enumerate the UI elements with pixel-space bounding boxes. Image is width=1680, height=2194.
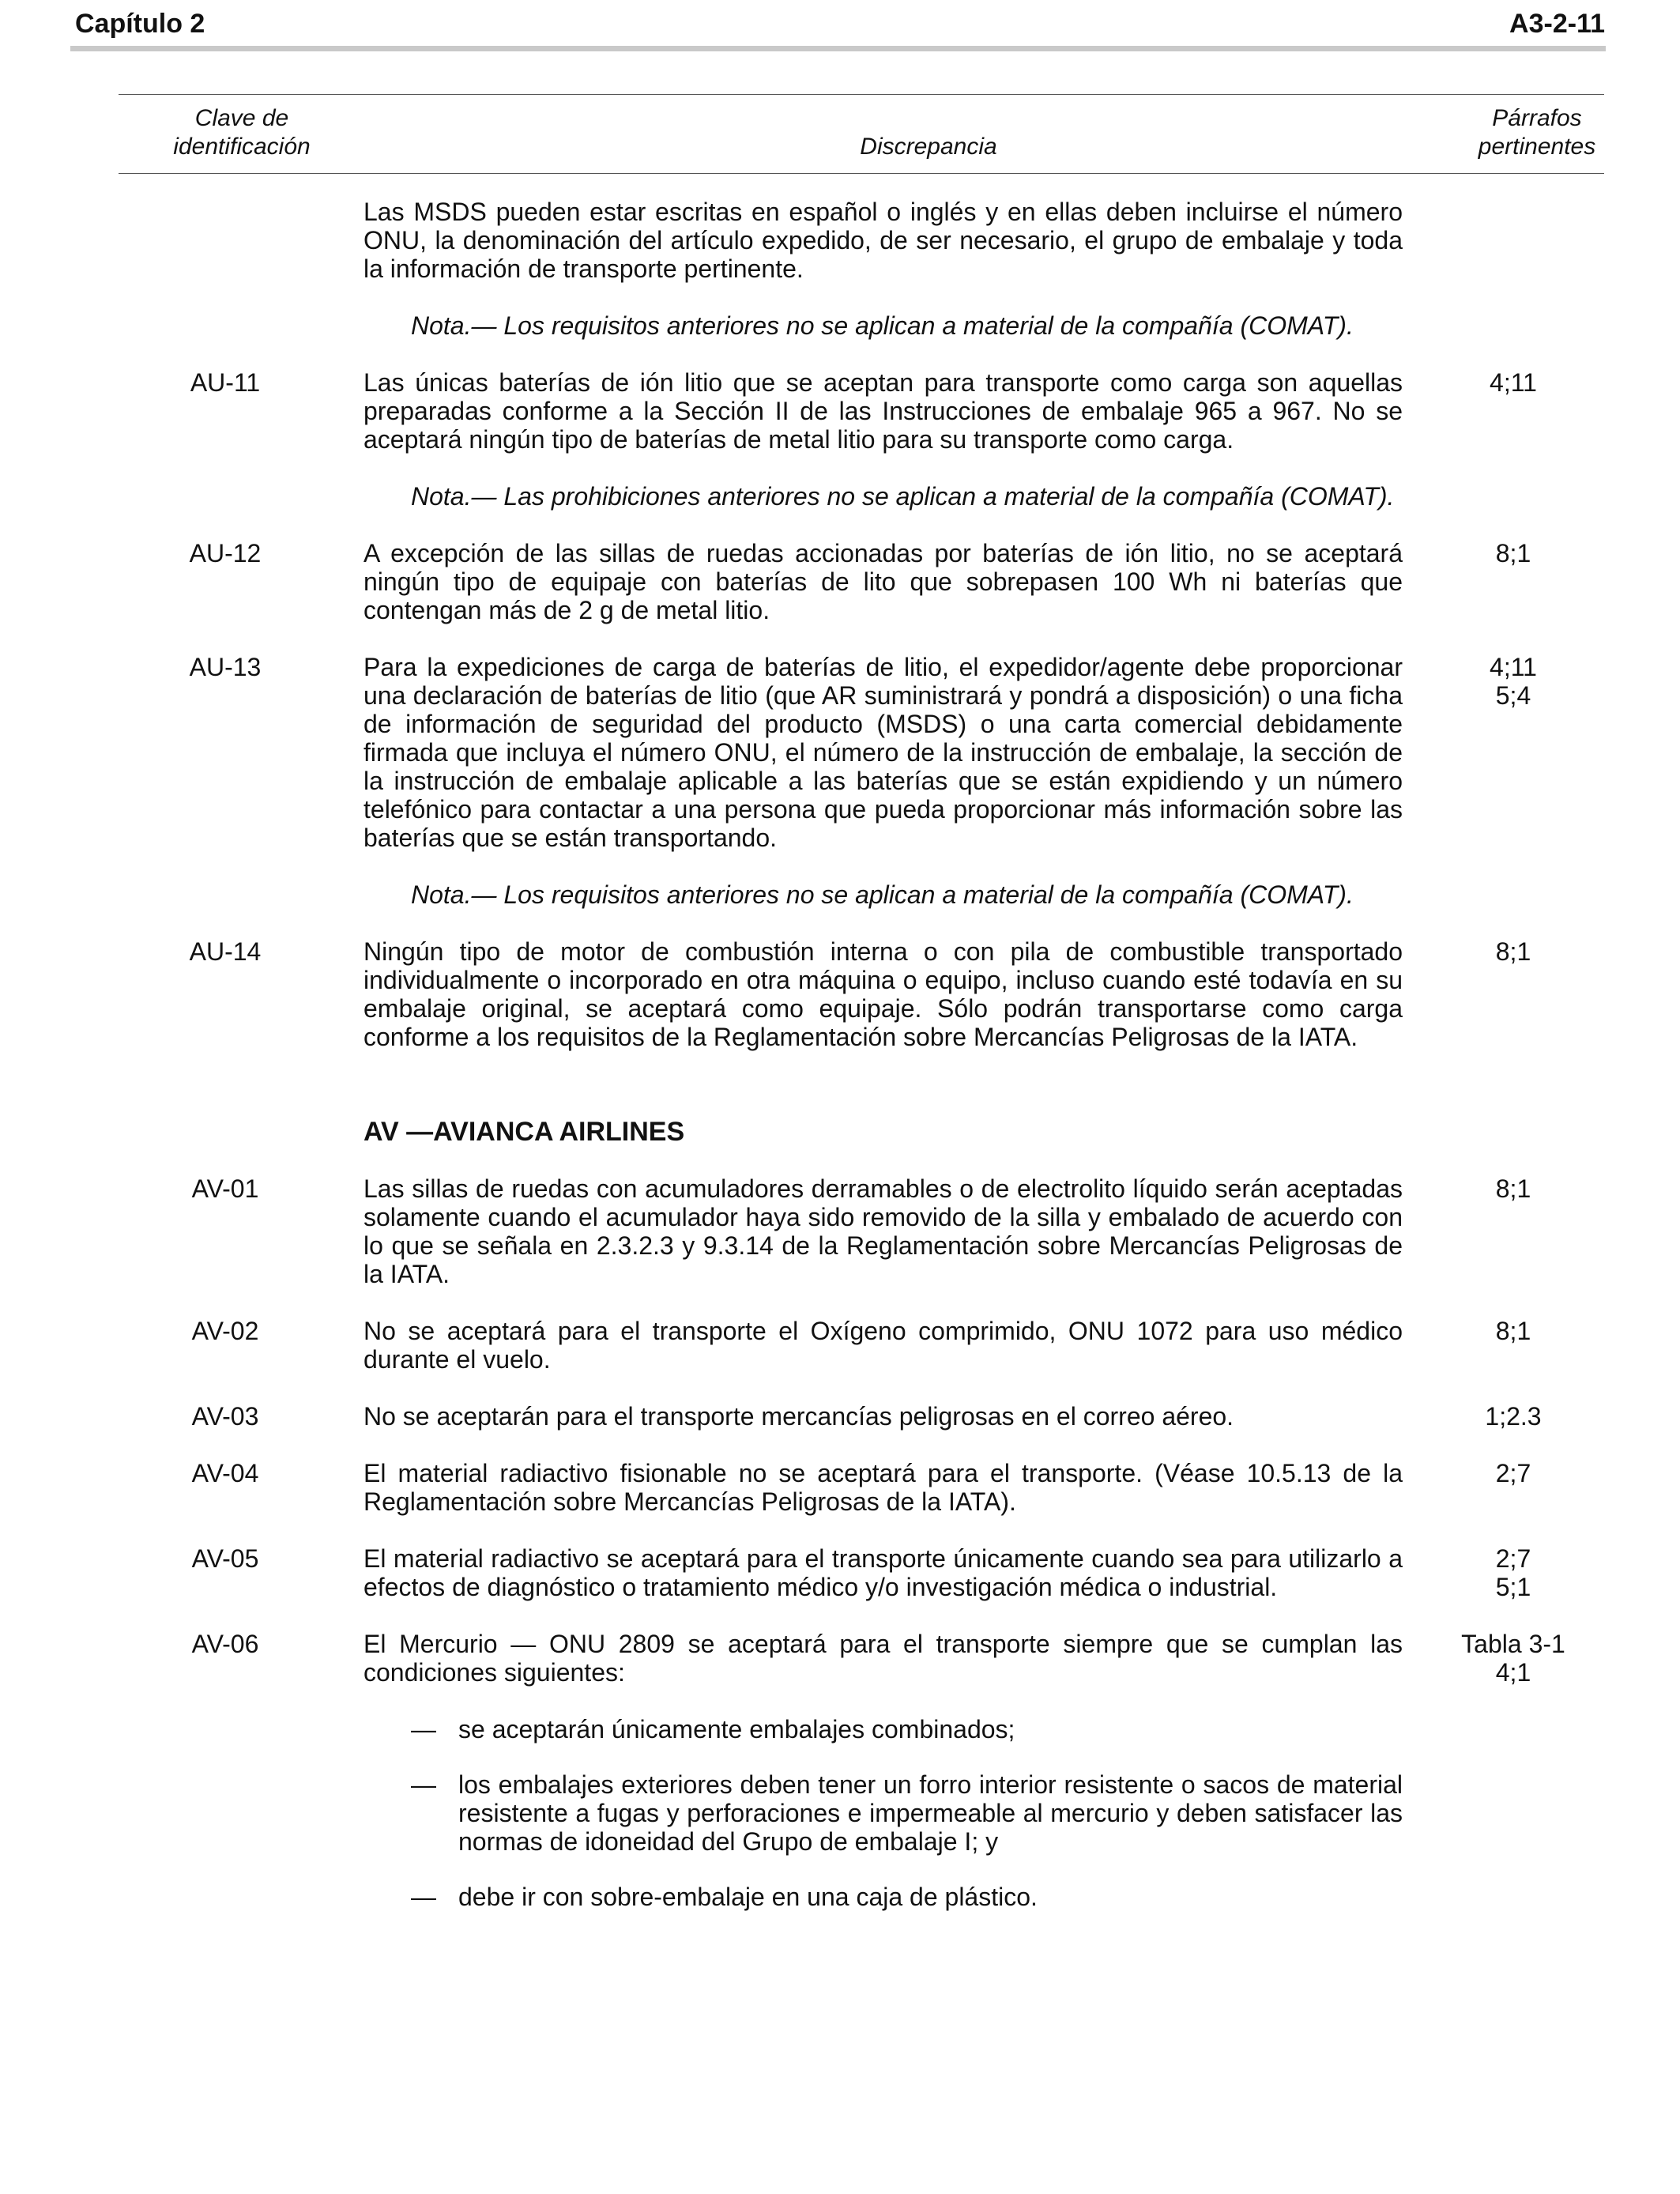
table-row xyxy=(119,1459,1604,1516)
header-divider xyxy=(70,46,1606,51)
row-paragraphs xyxy=(1403,311,1592,340)
row-key: AU-11 xyxy=(190,368,261,397)
table-row xyxy=(119,539,1604,624)
row-text: Las únicas baterías de ión litio que se aceptan para transporte como carga son aquellas preparadas conforme a la Sección II de las Instrucciones de embalaje 965 a 967. No se aceptará ningún tipo de baterías de metal litio para su transporte como carga. xyxy=(363,368,1403,454)
dash-marker: — xyxy=(411,1770,436,1799)
row-paragraphs: Tabla 3-1 4;1 xyxy=(1461,1630,1565,1687)
page-number: A3-2-11 xyxy=(1509,9,1605,39)
row-paragraphs xyxy=(1403,880,1592,909)
section-row xyxy=(119,1080,1604,1174)
row-note: Nota.— Las prohibiciones anteriores no se aplican a material de la compañía (COMAT). xyxy=(411,482,1395,511)
row-text: No se aceptará para el transporte el Oxígeno comprimido, ONU 1072 para uso médico durante el vuelo. xyxy=(363,1317,1403,1374)
table-row xyxy=(119,653,1604,852)
table-row xyxy=(119,1544,1604,1601)
table-row xyxy=(119,482,1604,511)
list-item xyxy=(363,1715,1604,1744)
table-header xyxy=(119,94,1604,174)
row-text: A excepción de las sillas de ruedas accionadas por baterías de ión litio, no se aceptará ningún tipo de equipaje con baterías de lito que sobrepasen 100 Wh ni baterías que contengan más de 2 g de metal litio. xyxy=(363,539,1403,624)
dash-marker: — xyxy=(411,1715,436,1744)
row-text: Las MSDS pueden estar escritas en español o inglés y en ellas deben incluirse el número ONU, la denominación del artículo expedido, de ser necesario, el grupo de embalaje y toda la información de transporte pertinente. xyxy=(363,198,1403,283)
list-item xyxy=(363,1770,1604,1856)
row-paragraphs: 2;7 5;1 xyxy=(1495,1544,1531,1601)
chapter-title: Capítulo 2 xyxy=(75,9,205,39)
row-text: Las sillas de ruedas con acumuladores derramables o de electrolito líquido serán aceptadas solamente cuando el acumulador haya sido removido de la silla y embalado de acuerdo con lo que se señala en 2.3.2.3 y 9.3.14 de la Reglamentación sobre Mercancías Peligrosas de la IATA. xyxy=(363,1174,1403,1288)
list-item-text: debe ir con sobre-embalaje en una caja de plástico. xyxy=(458,1883,1038,1911)
row-paragraphs: 1;2.3 xyxy=(1485,1402,1542,1431)
row-text: Ningún tipo de motor de combustión interna o con pila de combustible transportado individualmente o incorporado en otra máquina o equipo, incluso cuando esté todavía en su embalaje original, se aceptará como equipaje. Sólo podrán transportarse como carga conforme a los requisitos de la Reglamentación sobre Mercancías Peligrosas de la IATA. xyxy=(363,937,1403,1051)
table-row xyxy=(119,1317,1604,1374)
column-header-paragraphs: Párrafos pertinentes xyxy=(1478,105,1596,160)
row-key: AV-05 xyxy=(191,1544,259,1573)
list-item-text: los embalajes exteriores deben tener un forro interior resistente o sacos de material resistente a fugas y perforaciones e impermeable al mercurio y deben satisfacer las normas de idoneidad del Grupo de embalaje I; y xyxy=(458,1770,1403,1856)
table-row xyxy=(119,880,1604,909)
row-text: No se aceptarán para el transporte mercancías peligrosas en el correo aéreo. xyxy=(363,1402,1234,1431)
row-text: El material radiactivo se aceptará para el transporte únicamente cuando sea para utilizarlo a efectos de diagnóstico o tratamiento médico y/o investigación médica o industrial. xyxy=(363,1544,1403,1601)
row-paragraphs: 8;1 xyxy=(1495,937,1531,966)
table-body xyxy=(119,198,1604,1938)
row-paragraphs: 8;1 xyxy=(1495,539,1531,567)
row-paragraphs: 4;11 5;4 xyxy=(1490,653,1537,710)
row-key: AU-12 xyxy=(189,539,262,567)
bullet-list xyxy=(363,1715,1604,1911)
row-text: Para la expediciones de carga de baterías de litio, el expedidor/agente debe proporcionar una declaración de baterías de litio (que AR suministrará y pondrá a disposición) o una ficha de información de seguridad del producto (MSDS) o una carta comercial debidamente firmada que incluya el número ONU, el número de la instrucción de embalaje, la sección de la instrucción de embalaje aplicable a las baterías que se están expidiendo y un número telefónico para contactar a una persona que pueda proporcionar más información sobre las baterías que se están transportando. xyxy=(363,653,1403,852)
table-row xyxy=(119,937,1604,1051)
row-text: El material radiactivo fisionable no se aceptará para el transporte. (Véase 10.5.13 de la Reglamentación sobre Mercancías Peligrosas de la IATA). xyxy=(363,1459,1403,1516)
dash-marker: — xyxy=(411,1883,436,1911)
table-row xyxy=(119,1630,1604,1687)
row-key xyxy=(119,880,363,909)
list-item-text: se aceptarán únicamente embalajes combinados; xyxy=(458,1715,1015,1744)
row-key: AV-02 xyxy=(191,1317,259,1345)
row-note: Nota.— Los requisitos anteriores no se aplican a material de la compañía (COMAT). xyxy=(411,311,1354,340)
row-key: AU-14 xyxy=(189,937,262,966)
section-title: AV —AVIANCA AIRLINES xyxy=(363,1117,685,1147)
section-key-spacer xyxy=(119,1080,363,1174)
row-key: AV-04 xyxy=(191,1459,259,1487)
row-key xyxy=(119,311,363,340)
table-row xyxy=(119,198,1604,283)
column-header-key: Clave de identificación xyxy=(173,105,311,160)
row-key xyxy=(119,482,363,511)
table-row xyxy=(119,368,1604,454)
list-item xyxy=(363,1883,1604,1911)
row-text: El Mercurio — ONU 2809 se aceptará para el transporte siempre que se cumplan las condiciones siguientes: xyxy=(363,1630,1403,1687)
column-header-discrepancy: Discrepancia xyxy=(860,134,997,160)
row-key: AU-13 xyxy=(189,653,262,681)
row-paragraphs xyxy=(1403,198,1592,283)
row-key: AV-06 xyxy=(191,1630,259,1658)
row-key: AV-01 xyxy=(191,1174,259,1203)
row-paragraphs: 2;7 xyxy=(1495,1459,1531,1487)
row-paragraphs xyxy=(1403,482,1592,511)
row-note: Nota.— Los requisitos anteriores no se aplican a material de la compañía (COMAT). xyxy=(411,880,1354,909)
row-key: AV-03 xyxy=(191,1402,259,1431)
row-paragraphs: 8;1 xyxy=(1495,1317,1531,1345)
table-row xyxy=(119,311,1604,340)
table-row xyxy=(119,1402,1604,1431)
row-key xyxy=(119,198,363,283)
row-paragraphs: 4;11 xyxy=(1490,368,1537,397)
table-row xyxy=(119,1174,1604,1288)
page-header xyxy=(75,3,1605,44)
row-paragraphs: 8;1 xyxy=(1495,1174,1531,1203)
